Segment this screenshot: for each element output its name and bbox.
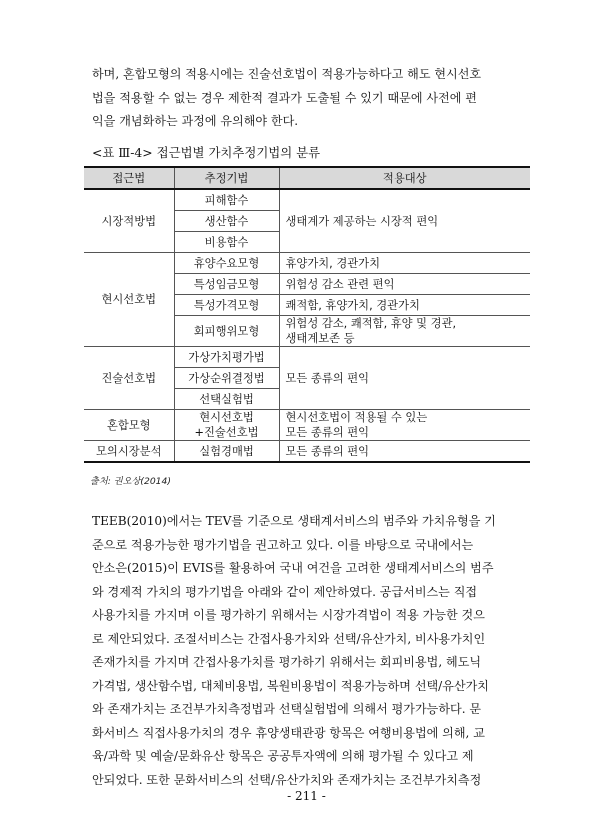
target-cell (279, 295, 530, 316)
approach-cell: 현시선호법 (84, 253, 174, 347)
body-line: 안소은(2015)이 EVIS를 활용하여 국내 여건을 고려한 생태계서비스의 범주 (92, 561, 494, 575)
intro-line: 익을 개념화하는 과정에 유의해야 한다. (92, 114, 299, 128)
header-approach: 접근법 (84, 167, 174, 189)
method-cell (174, 368, 279, 389)
cell-text: 실험경매법 (199, 444, 254, 458)
cell-text: 피해함수 (204, 193, 249, 207)
body-line: 존재가치를 가지며 간접사용가치를 평가하기 위해서는 회피비용법, 헤도닉 (92, 655, 482, 669)
header-target: 적용대상 (279, 167, 530, 189)
cell-text: 선택실험법 (199, 392, 254, 406)
body-line: 안되었다. 또한 문화서비스의 선택/유산가치와 존재가치는 조건부가치측정 (92, 772, 482, 787)
cell-text: 가상가치평가법 (188, 350, 265, 364)
body-line: 가격법, 생산함수법, 대체비용법, 복원비용법이 적용가능하며 선택/유산가치 (92, 678, 489, 693)
method-cell (174, 389, 279, 410)
cell-text: 특성임금모형 (193, 277, 260, 291)
body-line: 준으로 적용가능한 평가기법을 권고하고 있다. 이를 바탕으로 국내에서는 (92, 537, 474, 552)
cell-text: 특성가격모형 (193, 298, 260, 312)
cell-text: 쾌적함, 휴양가치, 경관가치 (285, 298, 420, 312)
cell-text: 회피행위모형 (193, 324, 260, 338)
body-line: 와 존재가치는 조건부가치측정법과 선택실험법에 의해서 평가가능하다. 문 (92, 702, 482, 716)
approach-cell: 시장적방법 (84, 189, 174, 253)
target-cell (279, 274, 530, 295)
method-cell (174, 295, 279, 316)
cell-text: 현시선호법 (199, 411, 254, 424)
method-cell (174, 316, 279, 347)
cell-text: 비용함수 (204, 235, 249, 249)
approach-cell: 진술선호법 (84, 347, 174, 410)
table-caption: <표 Ⅲ-4> 접근법별 가치추정기법의 분류 (92, 145, 321, 160)
target-cell (279, 253, 530, 274)
method-cell (174, 410, 279, 441)
body-line: TEEB(2010)에서는 TEV를 기준으로 생태계서비스의 범주와 가치유형을 기 (92, 514, 496, 528)
target-cell (279, 441, 530, 463)
method-cell (174, 189, 279, 211)
cell-text: 위험성 감소, 쾌적함, 휴양 및 경관, (285, 317, 457, 330)
header-method: 추정기법 (174, 167, 279, 189)
cell-text: 모든 종류의 편익 (285, 426, 370, 439)
approach-cell: 혼합모형 (84, 410, 174, 441)
target-cell (279, 189, 530, 253)
body-line: 화서비스 직접사용가치의 경우 휴양생태관광 항목은 여행비용법에 의해, 교 (92, 725, 485, 740)
table-row (84, 347, 530, 368)
source-note: 출처: 권오상(2014) (90, 476, 171, 487)
cell-text: 위험성 감소 관련 편익 (285, 277, 395, 291)
body-paragraph (92, 510, 532, 792)
target-cell (279, 316, 530, 347)
body-line: 육/과학 및 예술/문화유산 항목은 공공투자액에 의해 평가될 수 있다고 제 (92, 749, 474, 763)
cell-text: +진술선호법 (194, 426, 259, 439)
page-number: - 211 - (287, 789, 326, 803)
method-cell (174, 274, 279, 295)
cell-text: 현시선호법이 적용될 수 있는 (285, 411, 428, 424)
table-row (84, 441, 530, 463)
method-cell (174, 347, 279, 368)
method-cell (174, 232, 279, 253)
cell-text: 휴양가치, 경관가치 (285, 256, 380, 270)
table-row (84, 253, 530, 274)
method-cell (174, 253, 279, 274)
table-header-row (84, 167, 530, 189)
target-cell (279, 347, 530, 410)
intro-paragraph (92, 63, 532, 134)
cell-text: 모든 종류의 편익 (285, 444, 370, 458)
intro-line: 법을 적용할 수 없는 경우 제한적 결과가 도출될 수 있기 때문에 사전에 편 (92, 90, 477, 105)
cell-text: 가상순위결정법 (188, 371, 265, 385)
method-cell (174, 211, 279, 232)
method-cell (174, 441, 279, 463)
body-line: 와 경제적 가치의 평가기법을 아래와 같이 제안하였다. 공급서비스는 직접 (92, 584, 478, 599)
cell-text: 휴양수요모형 (193, 256, 260, 270)
intro-line: 하며, 혼합모형의 적용시에는 진술선호법이 적용가능하다고 해도 현시선호 (92, 67, 482, 81)
body-line: 로 제안되었다. 조절서비스는 간접사용가치와 선택/유산가치, 비사용가치인 (92, 631, 486, 646)
cell-text: 모든 종류의 편익 (285, 371, 370, 385)
cell-text: 생태계보존 등 (285, 332, 355, 345)
body-line: 사용가치를 가지며 이를 평가하기 위해서는 시장가격법이 적용 가능한 것으 (92, 608, 485, 622)
valuation-methods-table (84, 166, 530, 463)
cell-text: 생산함수 (204, 214, 249, 228)
approach-cell: 모의시장분석 (84, 441, 174, 463)
table-row (84, 189, 530, 211)
table-row (84, 410, 530, 441)
target-cell (279, 410, 530, 441)
cell-text: 생태계가 제공하는 시장적 편익 (285, 214, 439, 228)
